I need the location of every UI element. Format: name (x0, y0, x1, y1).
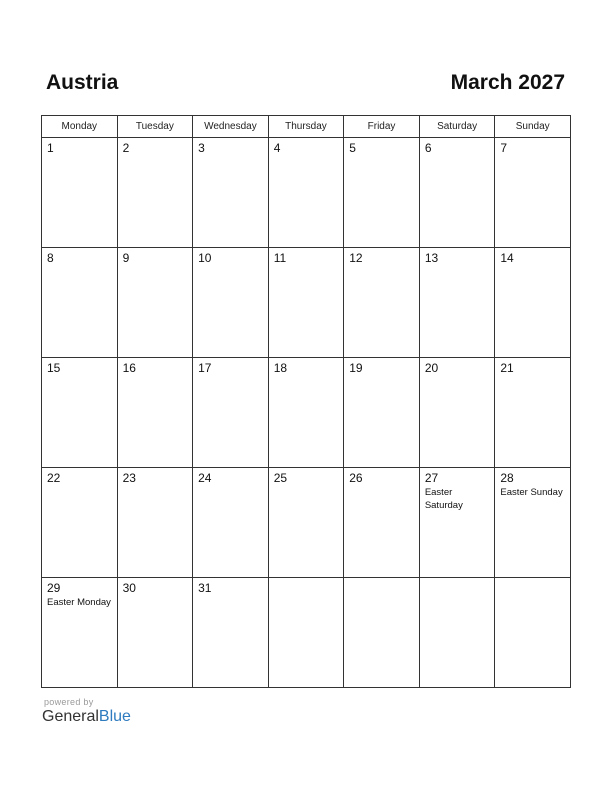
day-number: 14 (500, 251, 514, 265)
day-cell (268, 138, 344, 248)
country-title: Austria (46, 71, 119, 94)
day-number: 22 (47, 471, 61, 485)
day-cell-content (344, 358, 419, 378)
day-number: 12 (349, 251, 363, 265)
day-cell (117, 578, 193, 688)
day-number: 2 (122, 141, 130, 155)
powered-by-label: powered by (44, 697, 94, 707)
day-cell (268, 578, 344, 688)
holiday-label: Easter Sunday (500, 487, 563, 498)
day-cell-content (495, 138, 570, 158)
day-number: 29 (47, 581, 61, 595)
day-number: 13 (424, 251, 439, 265)
day-number: 11 (273, 251, 287, 265)
weekday-saturday: Saturday (419, 116, 495, 138)
day-cell-content (42, 358, 117, 378)
day-number: 21 (500, 361, 514, 375)
day-number: 3 (198, 141, 205, 155)
day-cell (117, 138, 193, 248)
day-cell-content (193, 578, 268, 598)
brand-logo (42, 708, 131, 726)
day-cell-content (495, 358, 570, 378)
day-number: 23 (122, 471, 136, 485)
day-cell (344, 138, 420, 248)
day-cell (419, 248, 495, 358)
day-cell (495, 248, 571, 358)
day-number: 8 (47, 251, 54, 265)
day-cell-content (193, 248, 268, 268)
day-cell (495, 578, 571, 688)
day-cell-content (495, 468, 570, 502)
day-number: 30 (122, 581, 136, 595)
weekday-header-row (42, 116, 571, 138)
day-cell (42, 578, 118, 688)
weekday-monday: Monday (42, 116, 118, 138)
day-cell (42, 358, 118, 468)
day-cell (495, 138, 571, 248)
day-cell (344, 248, 420, 358)
day-number: 28 (500, 471, 514, 485)
day-cell (268, 248, 344, 358)
day-cell (268, 358, 344, 468)
day-cell (42, 248, 118, 358)
month-title: March 2027 (450, 71, 565, 94)
day-cell-content (118, 468, 193, 488)
day-cell (42, 138, 118, 248)
day-cell-content (344, 138, 419, 158)
holiday-label: Easter Saturday (424, 487, 463, 511)
day-cell-content (420, 248, 495, 268)
day-cell-content (269, 468, 344, 488)
calendar-body (42, 138, 571, 688)
day-number: 4 (273, 141, 281, 155)
weekday-friday: Friday (344, 116, 420, 138)
day-cell (193, 248, 269, 358)
day-number: 19 (349, 361, 363, 375)
day-number: 18 (273, 361, 288, 375)
day-cell (117, 248, 193, 358)
day-cell-content (344, 578, 419, 584)
day-cell (117, 358, 193, 468)
brand-general: General (42, 708, 99, 725)
day-cell-content (118, 138, 193, 158)
brand-blue: Blue (98, 708, 131, 725)
day-cell-content (495, 578, 570, 584)
day-cell-content (269, 248, 344, 268)
day-cell-content (193, 358, 268, 378)
day-cell-content (420, 358, 495, 378)
day-cell (268, 468, 344, 578)
day-number: 27 (424, 471, 439, 485)
day-number: 25 (273, 471, 288, 485)
day-cell (117, 468, 193, 578)
weekday-tuesday: Tuesday (117, 116, 193, 138)
holiday-label: Easter Monday (47, 597, 111, 608)
day-number: 1 (47, 141, 54, 155)
day-cell-content (344, 468, 419, 488)
day-cell-content (193, 468, 268, 488)
day-cell-content (269, 138, 344, 158)
day-cell (193, 138, 269, 248)
day-number: 31 (198, 581, 212, 595)
day-cell (344, 358, 420, 468)
day-number: 10 (198, 251, 212, 265)
day-cell-content (42, 248, 117, 268)
week-row (42, 578, 571, 688)
day-cell-content (118, 248, 193, 268)
day-cell (193, 468, 269, 578)
day-number: 24 (198, 471, 212, 485)
weekday-wednesday: Wednesday (193, 116, 269, 138)
day-cell-content (118, 358, 193, 378)
day-cell-content (269, 578, 344, 584)
day-cell-content (193, 138, 268, 158)
day-cell (419, 358, 495, 468)
day-number: 16 (122, 361, 136, 375)
day-number: 7 (500, 141, 508, 155)
day-cell (344, 468, 420, 578)
day-cell-content (269, 358, 344, 378)
week-row (42, 468, 571, 578)
day-cell (419, 578, 495, 688)
week-row (42, 358, 571, 468)
day-number: 6 (424, 141, 432, 155)
day-cell-content (344, 248, 419, 268)
day-cell-content (42, 138, 117, 158)
week-row (42, 248, 571, 358)
day-number: 17 (198, 361, 212, 375)
calendar-grid (41, 115, 571, 688)
day-cell-content (495, 248, 570, 268)
weekday-sunday: Sunday (495, 116, 571, 138)
day-cell-content (420, 468, 495, 515)
day-number: 5 (349, 141, 356, 155)
day-cell-content (42, 578, 117, 612)
day-number: 26 (349, 471, 363, 485)
day-cell (495, 468, 571, 578)
day-cell (42, 468, 118, 578)
week-row (42, 138, 571, 248)
day-number: 20 (424, 361, 439, 375)
day-cell-content (420, 138, 495, 158)
day-cell (419, 468, 495, 578)
weekday-thursday: Thursday (268, 116, 344, 138)
day-cell-content (42, 468, 117, 488)
day-cell (193, 578, 269, 688)
day-number: 15 (47, 361, 61, 375)
day-cell-content (420, 578, 495, 584)
day-number: 9 (122, 251, 130, 265)
day-cell (419, 138, 495, 248)
day-cell (495, 358, 571, 468)
day-cell (193, 358, 269, 468)
day-cell (344, 578, 420, 688)
day-cell-content (118, 578, 193, 598)
